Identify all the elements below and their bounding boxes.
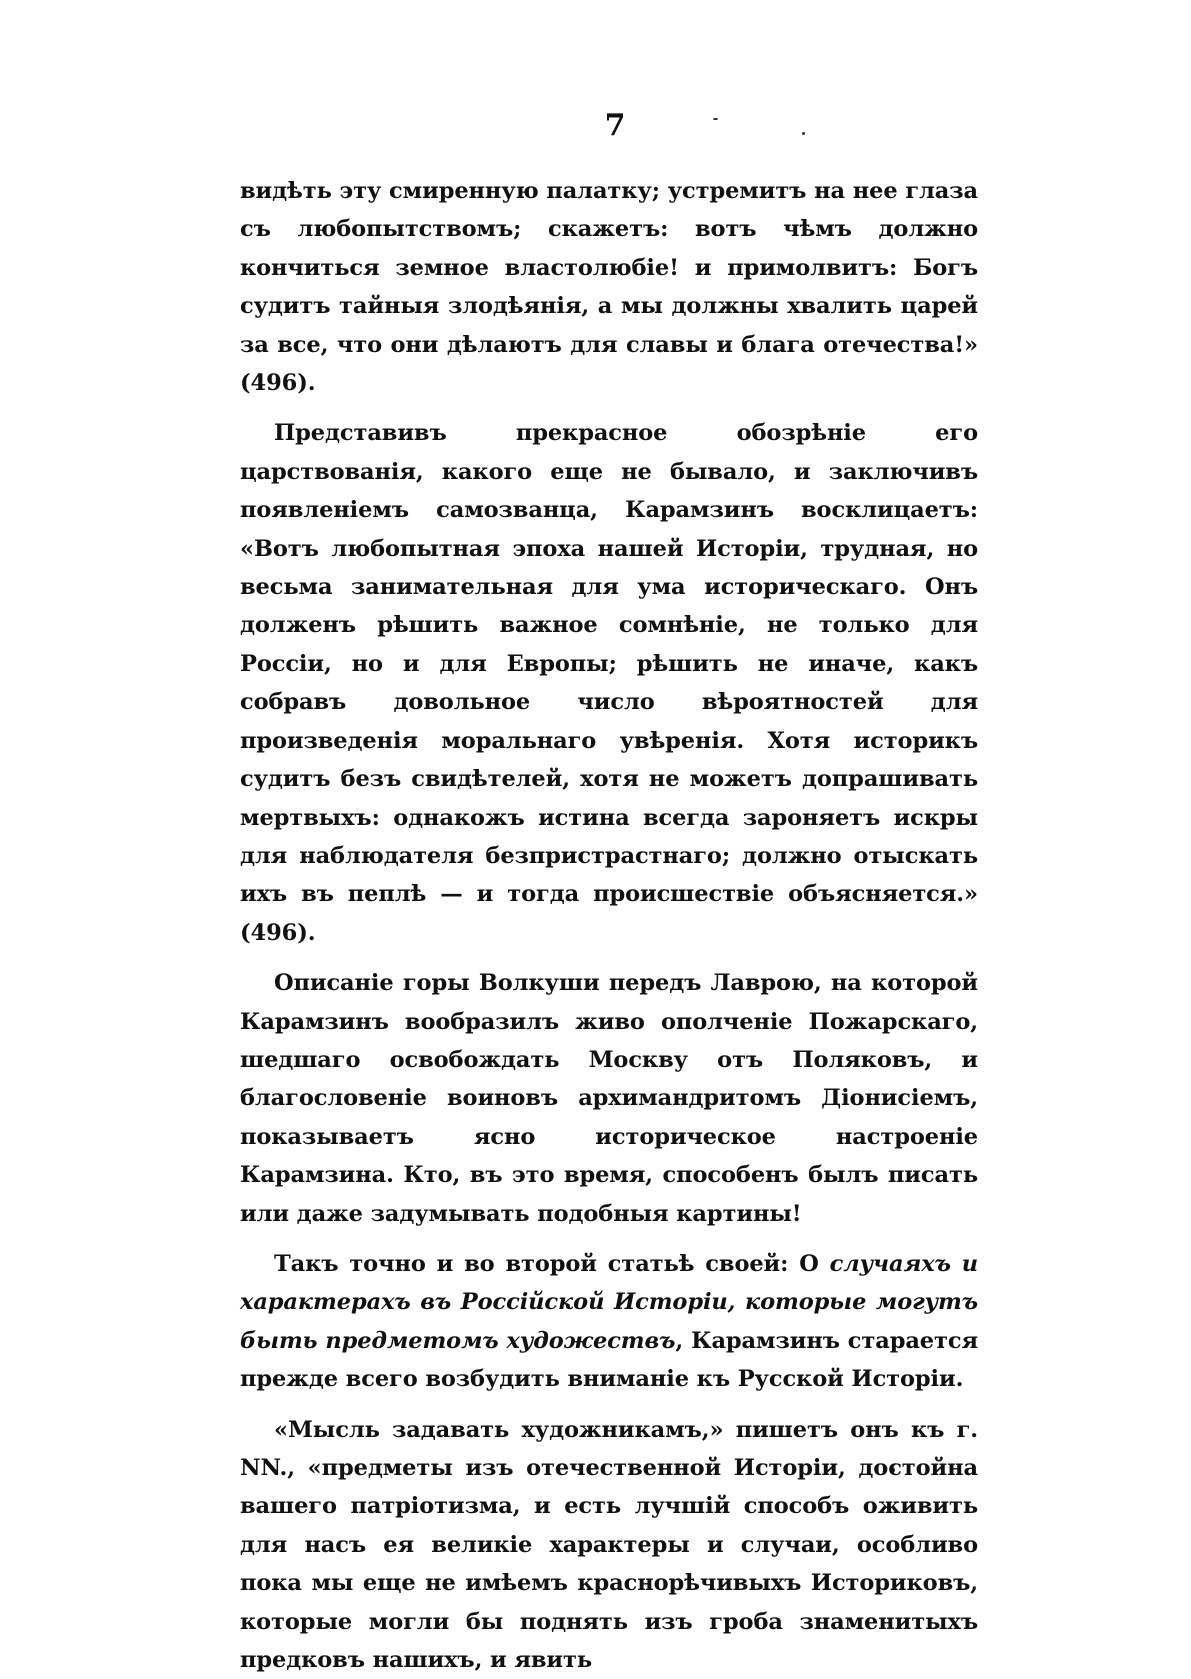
paragraph-1: видѣть эту смиренную палатку; устремитъ на нее глаза съ любопытствомъ; скажетъ: вотъ чѣмъ должно кончиться земное властолюбіе! и примолвитъ: Богъ судитъ тайныя злодѣянія, а мы должны хвалить царей за все, что они дѣлаютъ для славы и блага отечества!» (496).	[240, 178, 978, 397]
paragraph-4	[240, 1245, 978, 1399]
paragraph-2: Представивъ прекрасное обозрѣніе его царствованія, какого еще не бывало, и заключивъ появленіемъ самозванца, Карамзинъ восклицаетъ: «Вотъ любопытная эпоха нашей Исторіи, трудная, но весьма занимательная для ума историческаго. Онъ долженъ рѣшить важное сомнѣніе, не только для Россіи, но и для Европы; рѣшить не иначе, какъ собравъ довольное число вѣроятностей для произведенія моральнаго увѣренія. Хотя историкъ судитъ безъ свидѣтелей, хотя не можетъ допрашивать мертвыхъ: однакожъ истина всегда зароняетъ искры для наблюдателя безпристрастнаго; должно отыскать ихъ въ пеплѣ — и тогда происшествіе объясняется.» (496).	[240, 420, 978, 946]
page-number: 7	[604, 108, 626, 143]
body-text	[240, 172, 978, 1679]
article-title: случаяхъ и характерахъ въ Россійской Исторіи, которые могутъ быть предметомъ художествъ	[240, 1250, 978, 1354]
paragraph-3: Описаніе горы Волкуши передъ Лаврою, на которой Карамзинъ вообразилъ живо ополченіе Пожарскаго, шедшаго освобождать Москву отъ Поляковъ, и благословеніе воиновъ архимандритомъ Діонисіемъ, показываетъ ясно историческое настроеніе Карамзина. Кто, въ это время, способенъ былъ писать или даже задумывать подобныя картины!	[240, 970, 978, 1227]
scan-speck	[802, 132, 805, 135]
paragraph-4-lead: Такъ точно и во второй статьѣ своей: О	[274, 1250, 830, 1277]
paragraph-5: «Мысль задавать художникамъ,» пишетъ онъ къ г. NN., «предметы изъ отечественной Исторіи, достойна вашего патріотизма, и есть лучшій способъ оживить для насъ ея великіе характеры и случаи, особливо пока мы еще не имѣемъ краснорѣчивыхъ Историковъ, которые могли бы поднять изъ гроба знаменитыхъ предковъ нашихъ, и явить	[240, 1416, 978, 1674]
paragraph-4-tail: , Карамзинъ старается прежде всего возбудить вниманіе къ Русской Исторіи.	[240, 1327, 978, 1393]
scan-speck	[713, 118, 718, 120]
